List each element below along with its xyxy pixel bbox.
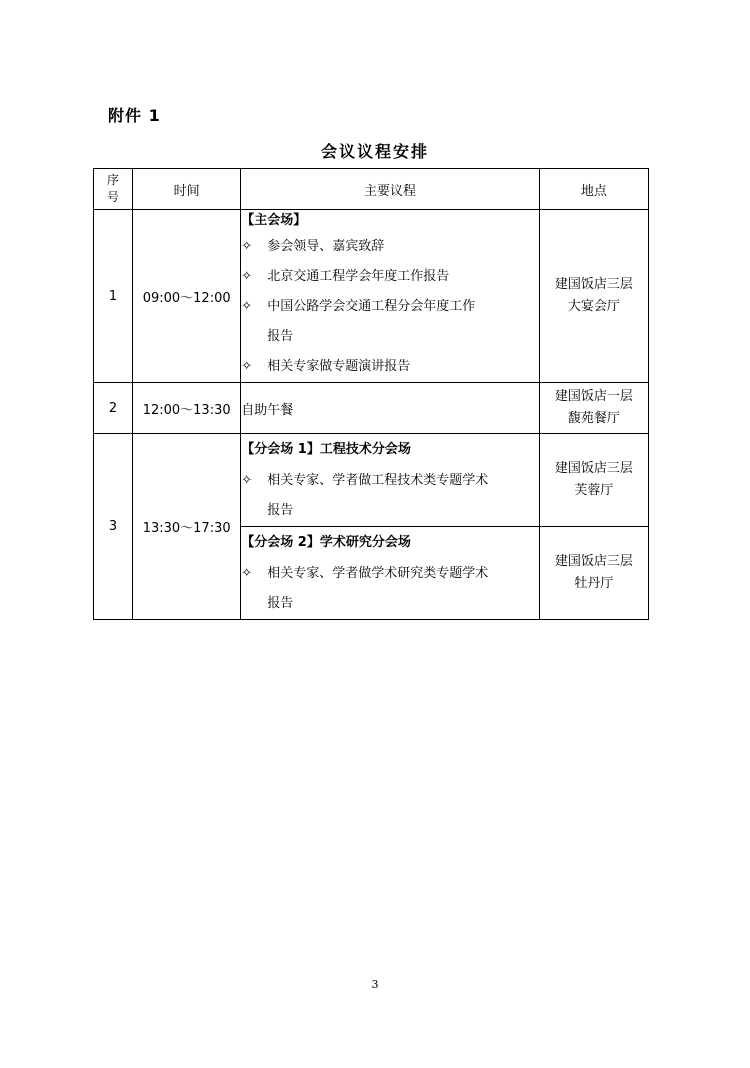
table-header-row — [94, 169, 649, 210]
row-items — [241, 527, 540, 620]
page-number: 3 — [371, 978, 379, 991]
row-location: 建国饭店一层 馥苑餐厅 — [539, 383, 648, 434]
list-item-continuation: 报告 — [267, 329, 294, 344]
lunch-text: 自助午餐 — [241, 402, 294, 418]
row-time: 12:00～13:30 — [133, 383, 241, 434]
header-no-line-1: 序 — [107, 173, 120, 187]
session-heading: 【分会场 1】工程技术分会场 — [241, 442, 411, 457]
table-row — [94, 210, 649, 383]
list-item: ✧ 相关专家做专题演讲报告 — [241, 352, 539, 382]
diamond-bullet-icon: ✧ — [241, 299, 253, 314]
row-location: 建国饭店三层 芙蓉厅 — [539, 434, 648, 527]
header-items: 主要议程 — [241, 169, 540, 210]
attachment-label: 附件 1 — [108, 106, 161, 125]
list-item: ✧ 北京交通工程学会年度工作报告 — [241, 262, 539, 292]
list-item: ✧ 参会领导、嘉宾致辞 — [241, 232, 539, 262]
session-heading: 【分会场 2】学术研究分会场 — [241, 535, 411, 550]
list-item-continuation: 报告 — [267, 503, 294, 518]
header-no-line-2: 号 — [107, 190, 120, 204]
list-item: ✧ 中国公路学会交通工程分会年度工作 — [241, 292, 539, 322]
row-location: 建国饭店三层 牡丹厅 — [539, 527, 648, 620]
document-title: 会议议程安排 — [320, 142, 429, 161]
row-time: 09:00～12:00 — [133, 210, 241, 383]
agenda-table — [93, 168, 649, 620]
row-location: 建国饭店三层 大宴会厅 — [539, 210, 648, 383]
table-row — [94, 383, 649, 434]
header-no — [94, 169, 133, 210]
header-location: 地点 — [539, 169, 648, 210]
list-item-continuation: 报告 — [267, 596, 294, 611]
diamond-bullet-icon: ✧ — [241, 473, 253, 488]
row-no: 1 — [94, 210, 133, 383]
header-time: 时间 — [133, 169, 241, 210]
diamond-bullet-icon: ✧ — [241, 566, 253, 581]
table-row — [94, 434, 649, 527]
row-items — [241, 434, 540, 527]
row-time: 13:30～17:30 — [133, 434, 241, 620]
list-item: ✧ 相关专家、学者做学术研究类专题学术 — [241, 559, 539, 589]
row-items — [241, 210, 540, 383]
diamond-bullet-icon: ✧ — [241, 359, 253, 374]
row-no: 2 — [94, 383, 133, 434]
session-heading: 【主会场】 — [241, 213, 307, 228]
diamond-bullet-icon: ✧ — [241, 239, 253, 254]
diamond-bullet-icon: ✧ — [241, 269, 253, 284]
row-no: 3 — [94, 434, 133, 620]
row-items — [241, 383, 540, 434]
list-item: ✧ 相关专家、学者做工程技术类专题学术 — [241, 466, 539, 496]
